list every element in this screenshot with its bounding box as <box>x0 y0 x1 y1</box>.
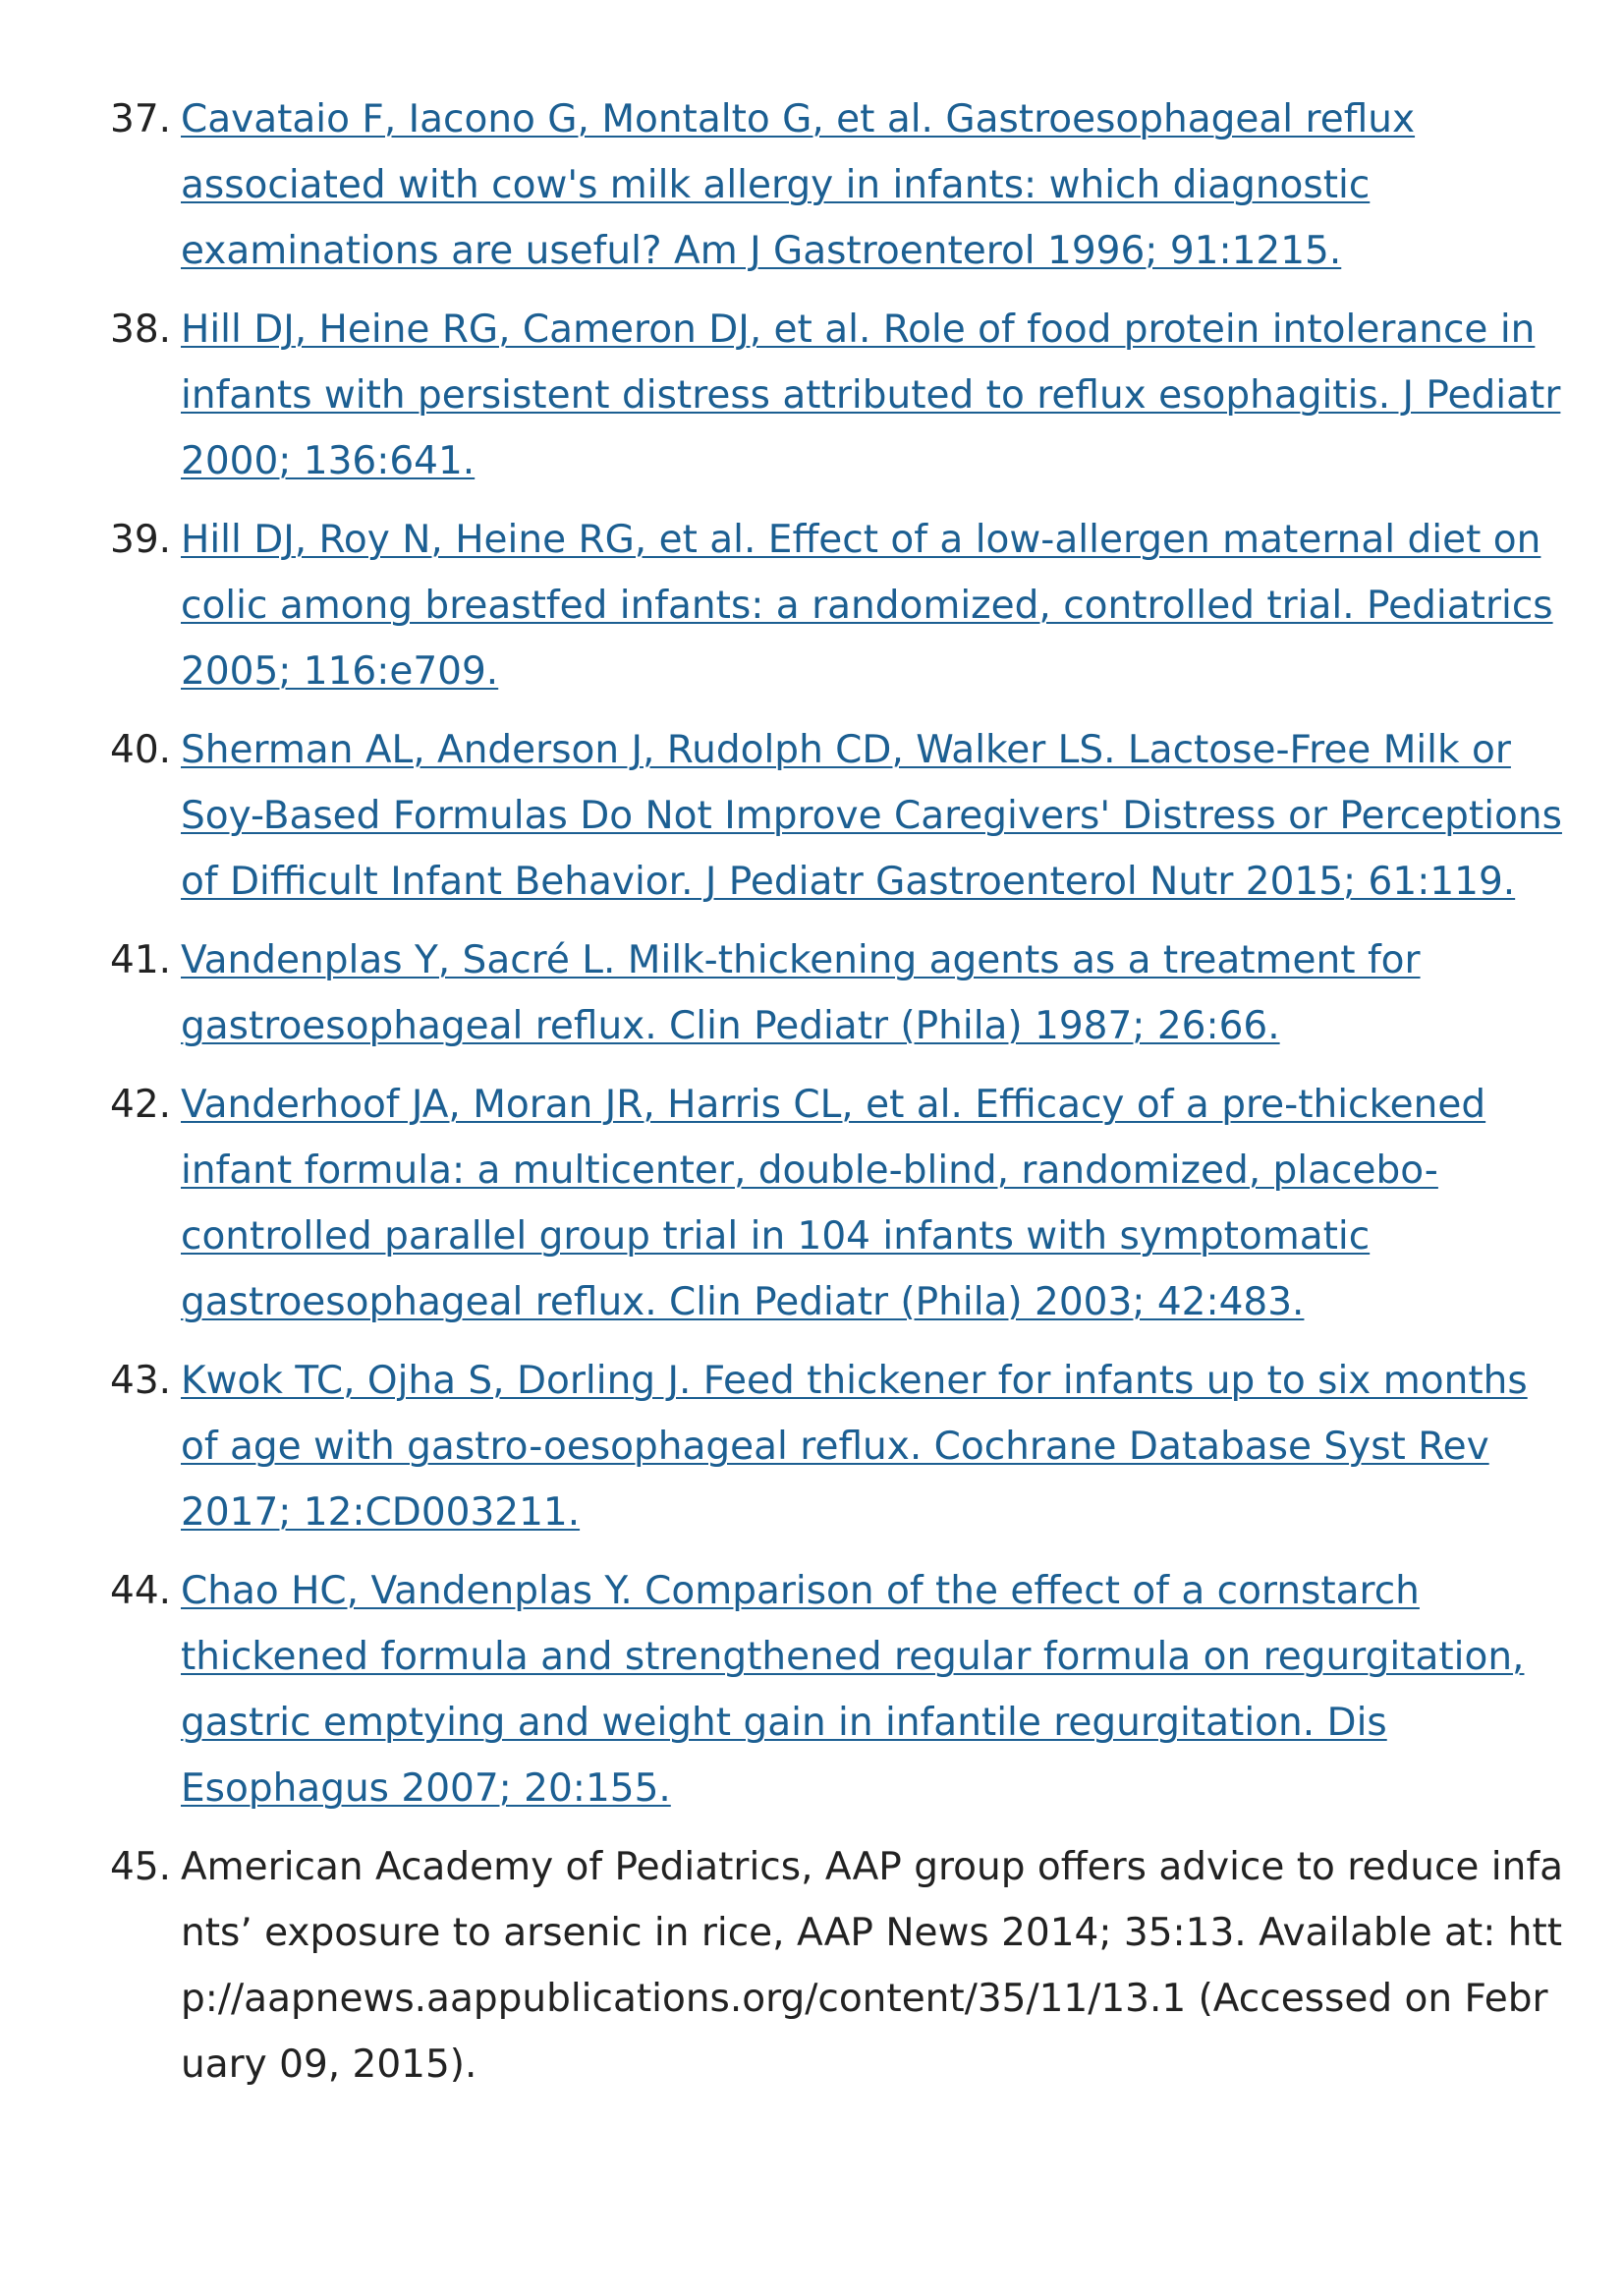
reference-item-37 <box>110 86 1564 284</box>
reference-number: 39. <box>110 518 172 562</box>
reference-text <box>181 297 1564 494</box>
reference-item-40 <box>110 717 1564 915</box>
reference-item-44 <box>110 1558 1564 1821</box>
reference-number: 40. <box>110 728 172 772</box>
reference-item-38 <box>110 297 1564 494</box>
reference-item-41 <box>110 927 1564 1059</box>
reference-text <box>181 1348 1564 1545</box>
reference-text <box>181 1558 1564 1821</box>
reference-number: 37. <box>110 97 172 141</box>
reference-text <box>181 507 1564 704</box>
reference-link-39[interactable]: Hill DJ, Roy N, Heine RG, et al. Effect of a low-allergen maternal diet on colic among breastfed infants: a randomized, controlled trial. Pediatrics 2005; 116:e709. <box>181 518 1553 694</box>
reference-link-41[interactable]: Vandenplas Y, Sacré L. Milk-thickening agents as a treatment for gastroesophageal reflux. Clin Pediatr (Phila) 1987; 26:66. <box>181 938 1421 1048</box>
reference-item-43 <box>110 1348 1564 1545</box>
reference-number: 38. <box>110 308 172 352</box>
reference-link-37[interactable]: Cavataio F, Iacono G, Montalto G, et al. Gastroesophageal reflux associated with cow's milk allergy in infants: which diagnostic examinations are useful? Am J Gastroenterol 1996; 91:1215. <box>181 97 1416 273</box>
reference-item-39 <box>110 507 1564 704</box>
reference-text <box>181 927 1564 1059</box>
reference-link-38[interactable]: Hill DJ, Heine RG, Cameron DJ, et al. Role of food protein intolerance in infants with persistent distress attributed to reflux esophagitis. J Pediatr 2000; 136:641. <box>181 308 1561 483</box>
reference-number: 44. <box>110 1569 172 1613</box>
reference-link-42[interactable]: Vanderhoof JA, Moran JR, Harris CL, et al. Efficacy of a pre-thickened infant formula: a multicenter, double-blind, randomized, placebo-controlled parallel group trial in 104 infants with symptomatic gastroesophageal reflux. Clin Pediatr (Phila) 2003; 42:483. <box>181 1083 1486 1324</box>
reference-text-plain: American Academy of Pediatrics, AAP group offers advice to reduce infants’ exposure to arsenic in rice, AAP News 2014; 35:13. Available at: http://aapnews.aappublications.org/content/35/11/13.1 (Accessed on February 09, 2015). <box>181 1845 1563 2087</box>
reference-link-44[interactable]: Chao HC, Vandenplas Y. Comparison of the effect of a cornstarch thickened formula and strengthened regular formula on regurgitation, gastric emptying and weight gain in infantile regurgitation. Dis Esophagus 2007; 20:155. <box>181 1569 1525 1811</box>
reference-number: 45. <box>110 1845 172 1889</box>
reference-number: 43. <box>110 1359 172 1403</box>
reference-link-43[interactable]: Kwok TC, Ojha S, Dorling J. Feed thickener for infants up to six months of age with gastro-oesophageal reflux. Cochrane Database Syst Rev 2017; 12:CD003211. <box>181 1359 1528 1535</box>
reference-text <box>181 86 1564 284</box>
reference-link-40[interactable]: Sherman AL, Anderson J, Rudolph CD, Walker LS. Lactose-Free Milk or Soy-Based Formulas Do Not Improve Caregivers' Distress or Perceptions of Difficult Infant Behavior. J Pediatr Gastroenterol Nutr 2015; 61:119. <box>181 728 1562 904</box>
reference-item-42 <box>110 1072 1564 1335</box>
reference-text <box>181 717 1564 915</box>
reference-text <box>181 1072 1564 1335</box>
reference-number: 41. <box>110 938 172 982</box>
reference-number: 42. <box>110 1083 172 1127</box>
reference-list <box>110 86 1564 2110</box>
reference-item-45 <box>110 1834 1564 2098</box>
